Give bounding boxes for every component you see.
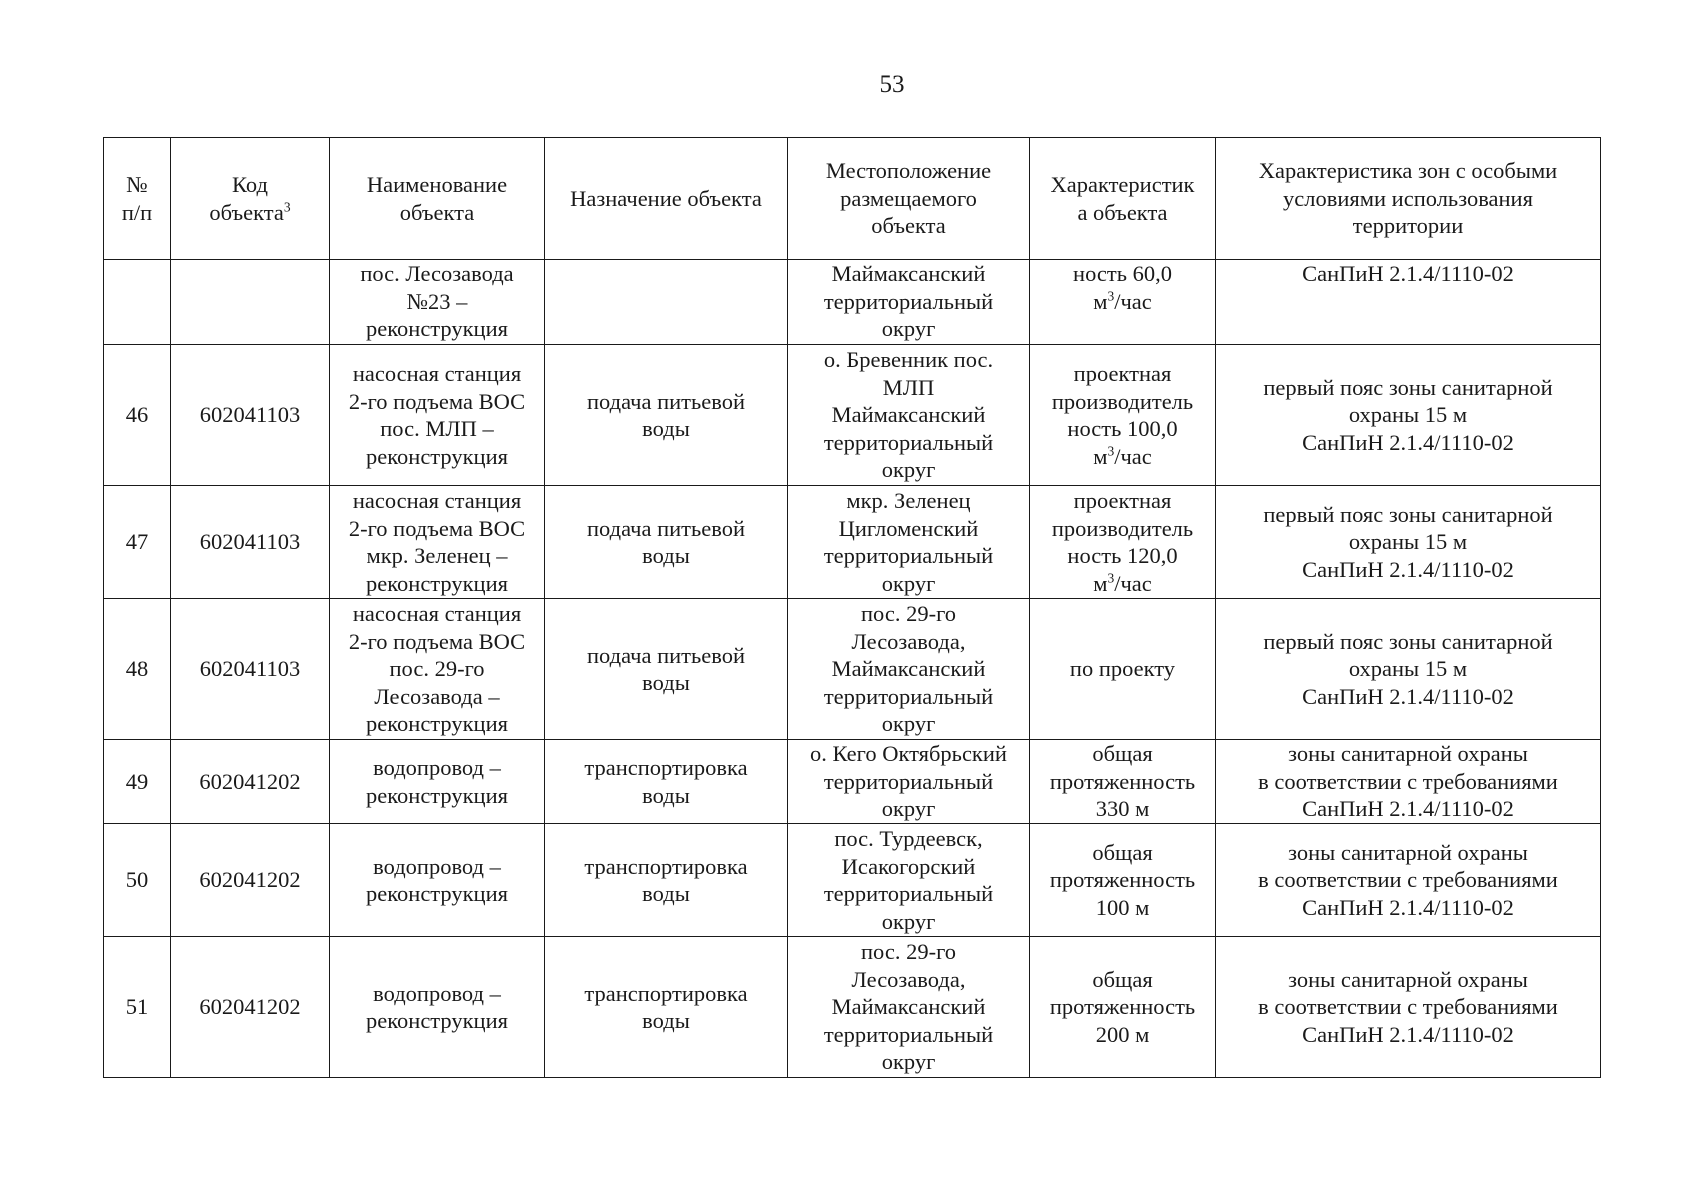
cell-object-purpose: подача питьевой воды bbox=[545, 345, 788, 486]
cell-object-characteristics: общая протяженность 100 м bbox=[1030, 824, 1216, 937]
cell-object-code: 602041202 bbox=[171, 740, 330, 824]
cell-object-name: пос. Лесозавода №23 – реконструкция bbox=[330, 260, 545, 345]
table-header-row bbox=[104, 138, 1601, 260]
header-number: № п/п bbox=[104, 138, 171, 260]
cell-object-purpose: подача питьевой воды bbox=[545, 599, 788, 740]
cell-number: 51 bbox=[104, 937, 171, 1078]
cell-number: 48 bbox=[104, 599, 171, 740]
header-object-purpose: Назначение объекта bbox=[545, 138, 788, 260]
cell-object-characteristics: общая протяженность 200 м bbox=[1030, 937, 1216, 1078]
cell-object-name: водопровод – реконструкция bbox=[330, 937, 545, 1078]
header-object-name: Наименование объекта bbox=[330, 138, 545, 260]
cell-object-location: пос. Турдеевск, Исакогорский территориальный округ bbox=[788, 824, 1030, 937]
cell-zone-characteristics: первый пояс зоны санитарной охраны 15 м СанПиН 2.1.4/1110-02 bbox=[1216, 486, 1601, 599]
cell-object-purpose: транспортировка воды bbox=[545, 937, 788, 1078]
cell-object-name: водопровод – реконструкция bbox=[330, 740, 545, 824]
cell-object-location: о. Кего Октябрьский территориальный округ bbox=[788, 740, 1030, 824]
cell-zone-characteristics: зоны санитарной охраны в соответствии с требованиями СанПиН 2.1.4/1110-02 bbox=[1216, 937, 1601, 1078]
cell-object-code: 602041202 bbox=[171, 824, 330, 937]
cell-zone-characteristics: СанПиН 2.1.4/1110-02 bbox=[1216, 260, 1601, 345]
unit-superscript: 3 bbox=[1107, 443, 1115, 458]
cell-object-location: пос. 29-го Лесозавода, Маймаксанский территориальный округ bbox=[788, 599, 1030, 740]
objects-table bbox=[103, 137, 1601, 1078]
cell-object-name: насосная станция 2-го подъема ВОС пос. 29-го Лесозавода – реконструкция bbox=[330, 599, 545, 740]
cell-number: 50 bbox=[104, 824, 171, 937]
cell-object-name: насосная станция 2-го подъема ВОС пос. МЛП – реконструкция bbox=[330, 345, 545, 486]
cell-object-location: пос. 29-го Лесозавода, Маймаксанский территориальный округ bbox=[788, 937, 1030, 1078]
page-number: 53 bbox=[879, 71, 905, 98]
cell-object-characteristics: по проекту bbox=[1030, 599, 1216, 740]
table-row bbox=[104, 486, 1601, 599]
cell-object-code: 602041103 bbox=[171, 345, 330, 486]
cell-object-characteristics: общая протяженность 330 м bbox=[1030, 740, 1216, 824]
table-row bbox=[104, 937, 1601, 1078]
cell-object-characteristics: проектная производитель ность 120,0 $м^3$/час bbox=[1030, 486, 1216, 599]
header-zone-characteristics: Характеристика зон с особыми условиями использования территории bbox=[1216, 138, 1601, 260]
cell-object-code bbox=[171, 260, 330, 345]
cell-number: 46 bbox=[104, 345, 171, 486]
cell-number: 47 bbox=[104, 486, 171, 599]
cell-object-characteristics: проектная производитель ность 100,0 $м^3$/час bbox=[1030, 345, 1216, 486]
cell-zone-characteristics: зоны санитарной охраны в соответствии с требованиями СанПиН 2.1.4/1110-02 bbox=[1216, 824, 1601, 937]
cell-zone-characteristics: первый пояс зоны санитарной охраны 15 м СанПиН 2.1.4/1110-02 bbox=[1216, 345, 1601, 486]
table-row bbox=[104, 824, 1601, 937]
unit-superscript: 3 bbox=[1107, 288, 1115, 303]
cell-number bbox=[104, 260, 171, 345]
table-row bbox=[104, 345, 1601, 486]
header-object-characteristics: Характеристик а объекта bbox=[1030, 138, 1216, 260]
cell-object-purpose: транспортировка воды bbox=[545, 824, 788, 937]
cell-zone-characteristics: первый пояс зоны санитарной охраны 15 м СанПиН 2.1.4/1110-02 bbox=[1216, 599, 1601, 740]
cell-object-purpose: подача питьевой воды bbox=[545, 486, 788, 599]
cell-zone-characteristics: зоны санитарной охраны в соответствии с требованиями СанПиН 2.1.4/1110-02 bbox=[1216, 740, 1601, 824]
footnote-marker: 3 bbox=[283, 199, 291, 214]
cell-object-code: 602041103 bbox=[171, 486, 330, 599]
table-row bbox=[104, 740, 1601, 824]
cell-object-code: 602041103 bbox=[171, 599, 330, 740]
unit-superscript: 3 bbox=[1107, 570, 1115, 585]
header-object-code: Код объекта$^3$ bbox=[171, 138, 330, 260]
cell-object-characteristics: ность 60,0 $м^3$/час bbox=[1030, 260, 1216, 345]
cell-object-name: насосная станция 2-го подъема ВОС мкр. Зеленец – реконструкция bbox=[330, 486, 545, 599]
cell-object-location: Маймаксанский территориальный округ bbox=[788, 260, 1030, 345]
cell-number: 49 bbox=[104, 740, 171, 824]
cell-object-location: мкр. Зеленец Цигломенский территориальный округ bbox=[788, 486, 1030, 599]
table-row bbox=[104, 599, 1601, 740]
cell-object-purpose bbox=[545, 260, 788, 345]
cell-object-location: о. Бревенник пос. МЛП Маймаксанский территориальный округ bbox=[788, 345, 1030, 486]
table-row bbox=[104, 260, 1601, 345]
cell-object-code: 602041202 bbox=[171, 937, 330, 1078]
cell-object-purpose: транспортировка воды bbox=[545, 740, 788, 824]
header-object-location: Местоположение размещаемого объекта bbox=[788, 138, 1030, 260]
table-body bbox=[104, 260, 1601, 1078]
cell-object-name: водопровод – реконструкция bbox=[330, 824, 545, 937]
